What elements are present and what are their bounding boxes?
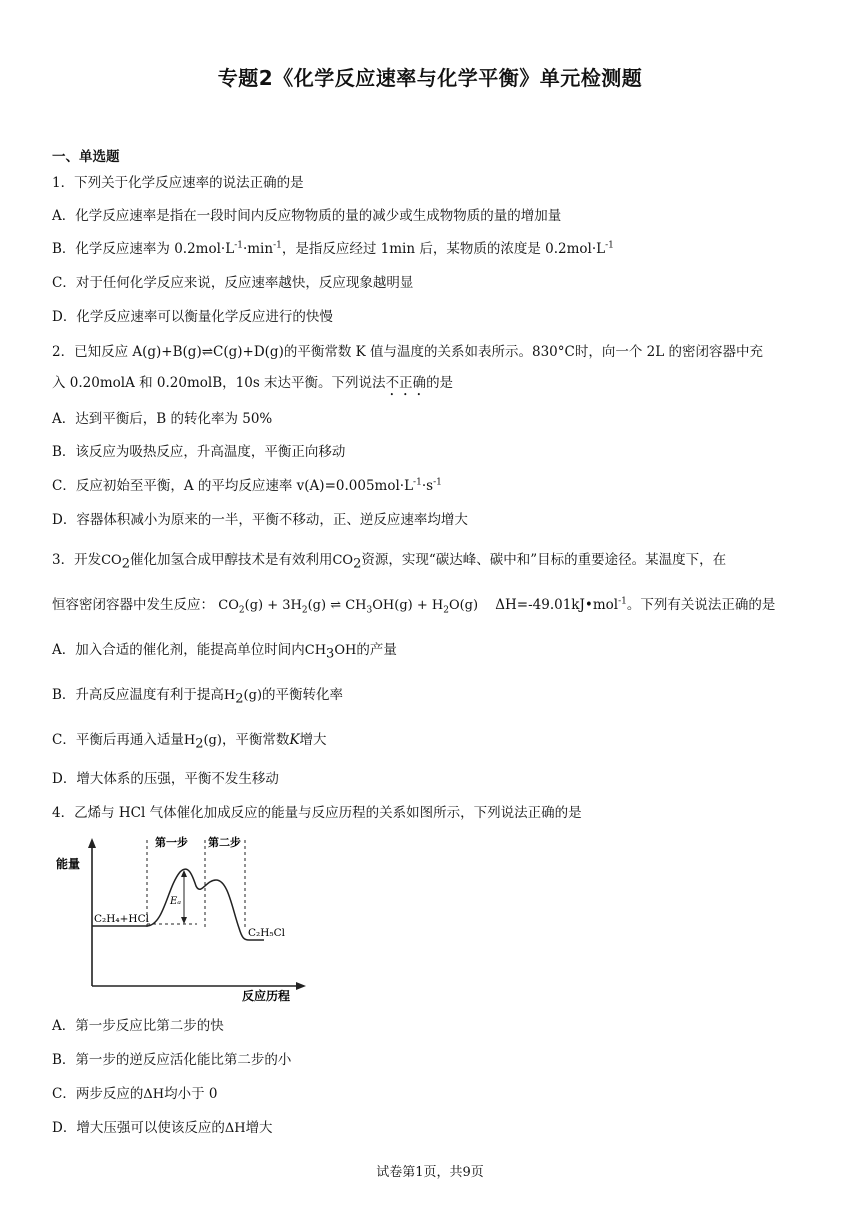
q2-option-a: A．达到平衡后，B 的转化率为 50%	[52, 411, 273, 427]
q3-stem-line1: 3．开发$CO_2$催化加氢合成甲醇技术是有效利用$CO_2$资源，实现“碳达峰、碳中和”目标的重要途径。某温度下，在	[52, 552, 727, 572]
step1-label: 第一步	[155, 836, 188, 849]
page-title: 专题2《化学反应速率与化学平衡》单元检测题	[217, 66, 643, 90]
section-heading: 一、单选题	[52, 149, 120, 165]
q2-option-b: B．该反应为吸热反应，升高温度，平衡正向移动	[52, 444, 346, 460]
x-axis-arrow	[296, 982, 306, 990]
q4-option-c: C．两步反应的ΔH均小于 0	[52, 1086, 218, 1102]
energy-profile-diagram	[52, 828, 312, 1004]
q3-option-d: D．增大体系的压强，平衡不发生移动	[52, 771, 279, 787]
q3-stem-line2: 恒容密闭容器中发生反应： $CO_2(g) + 3H_2(g)$ ⇌ $CH_3OH(g) + H_2O(g)$ ΔH=-49.01kJ•mol$^{-1}$。下列有关说法正确的是	[52, 596, 776, 616]
q1-stem: 1．下列关于化学反应速率的说法正确的是	[52, 175, 304, 191]
q1-option-b: B．化学反应速率为 $0.2mol\cdot L^{-1}\cdot\min^{-1}$，是指反应经过 1min 后，某物质的浓度是 $0.2mol\cdot L^{-1}$	[52, 240, 614, 257]
q4-option-a: A．第一步反应比第二步的快	[52, 1018, 224, 1034]
q4-option-b: B．第一步的逆反应活化能比第二步的小	[52, 1052, 292, 1068]
y-axis-label: 能量	[56, 857, 81, 871]
page-footer: 试卷第1页，共9页	[376, 1165, 484, 1180]
q2-stem-line2: 入 0.20molA 和 0.20molB，10s 末达平衡。下列说法不正确的是	[52, 375, 454, 391]
q2-stem-line1: 2．已知反应 A(g)+B(g)⇌C(g)+D(g)的平衡常数 K 值与温度的关系如表所示。830°C时，向一个 2L 的密闭容器中充	[52, 344, 763, 360]
q1-option-d: D．化学反应速率可以衡量化学反应进行的快慢	[52, 309, 333, 325]
product-label: C₂H₅Cl	[248, 927, 286, 939]
reactant-label: C₂H₄+HCl	[94, 913, 149, 925]
q1-option-a: A．化学反应速率是指在一段时间内反应物物质的量的减少或生成物物质的量的增加量	[52, 208, 562, 224]
q1-option-c: C．对于任何化学反应来说，反应速率越快，反应现象越明显	[52, 275, 414, 291]
ea-label: Eₐ	[170, 896, 182, 907]
q3-equation: $CO_2(g) + 3H_2(g)$ ⇌ $CH_3OH(g) + H_2O(g)$	[218, 598, 479, 616]
q2-option-c: C．反应初始至平衡，A 的平均反应速率 $v(A)=0.005mol\cdot L^{-1}\cdot s^{-1}$	[52, 477, 442, 494]
step2-label: 第二步	[208, 836, 241, 849]
x-axis-label: 反应历程	[242, 989, 291, 1003]
q3-option-c: C．平衡后再通入适量$H_2(g)$，平衡常数K增大	[52, 732, 327, 752]
q4-stem: 4．乙烯与 HCl 气体催化加成反应的能量与反应历程的关系如图所示，下列说法正确的是	[52, 805, 582, 821]
q2-option-d: D．容器体积减小为原来的一半，平衡不移动，正、逆反应速率均增大	[52, 512, 468, 528]
q3-option-a: A．加入合适的催化剂，能提高单位时间内$CH_3OH$的产量	[52, 642, 397, 662]
q3-option-b: B．升高反应温度有利于提高$H_2(g)$的平衡转化率	[52, 687, 344, 707]
q4-option-d: D．增大压强可以使该反应的ΔH增大	[52, 1120, 273, 1136]
ea-arrow-down	[181, 917, 187, 924]
y-axis-arrow	[88, 838, 96, 848]
